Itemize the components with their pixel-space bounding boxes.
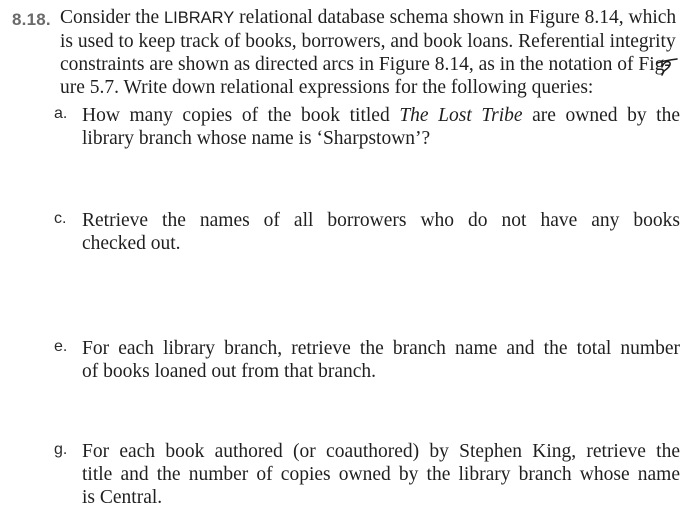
question-letter: e. <box>54 338 68 355</box>
intro-line-3: constraints are shown as directed arcs in Figure 8.14, as in the notation of Fig- <box>60 54 671 75</box>
intro-line-2: is used to keep track of books, borrowers, and book loans. Referential integrity <box>60 31 676 52</box>
question-letter: g. <box>54 441 68 458</box>
intro-line-1 <box>60 6 680 30</box>
question-line: For each library branch, retrieve the branch name and the total number <box>82 338 680 359</box>
handwritten-mark <box>655 54 679 76</box>
problem-intro <box>60 6 680 99</box>
question-text <box>82 440 680 509</box>
question-text-part: are owned by the <box>522 105 680 126</box>
question-line: checked out. <box>82 233 181 254</box>
question-text-part: How many copies of the book titled <box>82 105 400 126</box>
intro-line-4: ure 5.7. Write down relational expressions for the following queries: <box>60 77 594 98</box>
schema-name: LIBRARY <box>163 9 235 27</box>
problem-number: 8.18. <box>12 10 51 29</box>
question-text <box>82 104 680 150</box>
question-letter: c. <box>54 210 67 227</box>
question-line: title and the number of copies owned by the library branch whose name <box>82 464 680 485</box>
intro-text: relational database schema shown in Figure 8.14, which <box>234 7 677 28</box>
question-line: For each book authored (or coauthored) by Stephen King, retrieve the <box>82 441 680 462</box>
question-line: is Central. <box>82 487 163 508</box>
question-line: of books loaned out from that branch. <box>82 361 377 382</box>
intro-text: Consider the <box>60 7 164 28</box>
question-text <box>82 209 680 255</box>
question-line: library branch whose name is ‘Sharpstown’? <box>82 128 431 149</box>
question-line <box>82 104 680 127</box>
book-title: The Lost Tribe <box>399 105 523 126</box>
question-letter: a. <box>54 105 68 122</box>
question-text <box>82 337 680 383</box>
question-line: Retrieve the names of all borrowers who do not have any books <box>82 210 680 231</box>
